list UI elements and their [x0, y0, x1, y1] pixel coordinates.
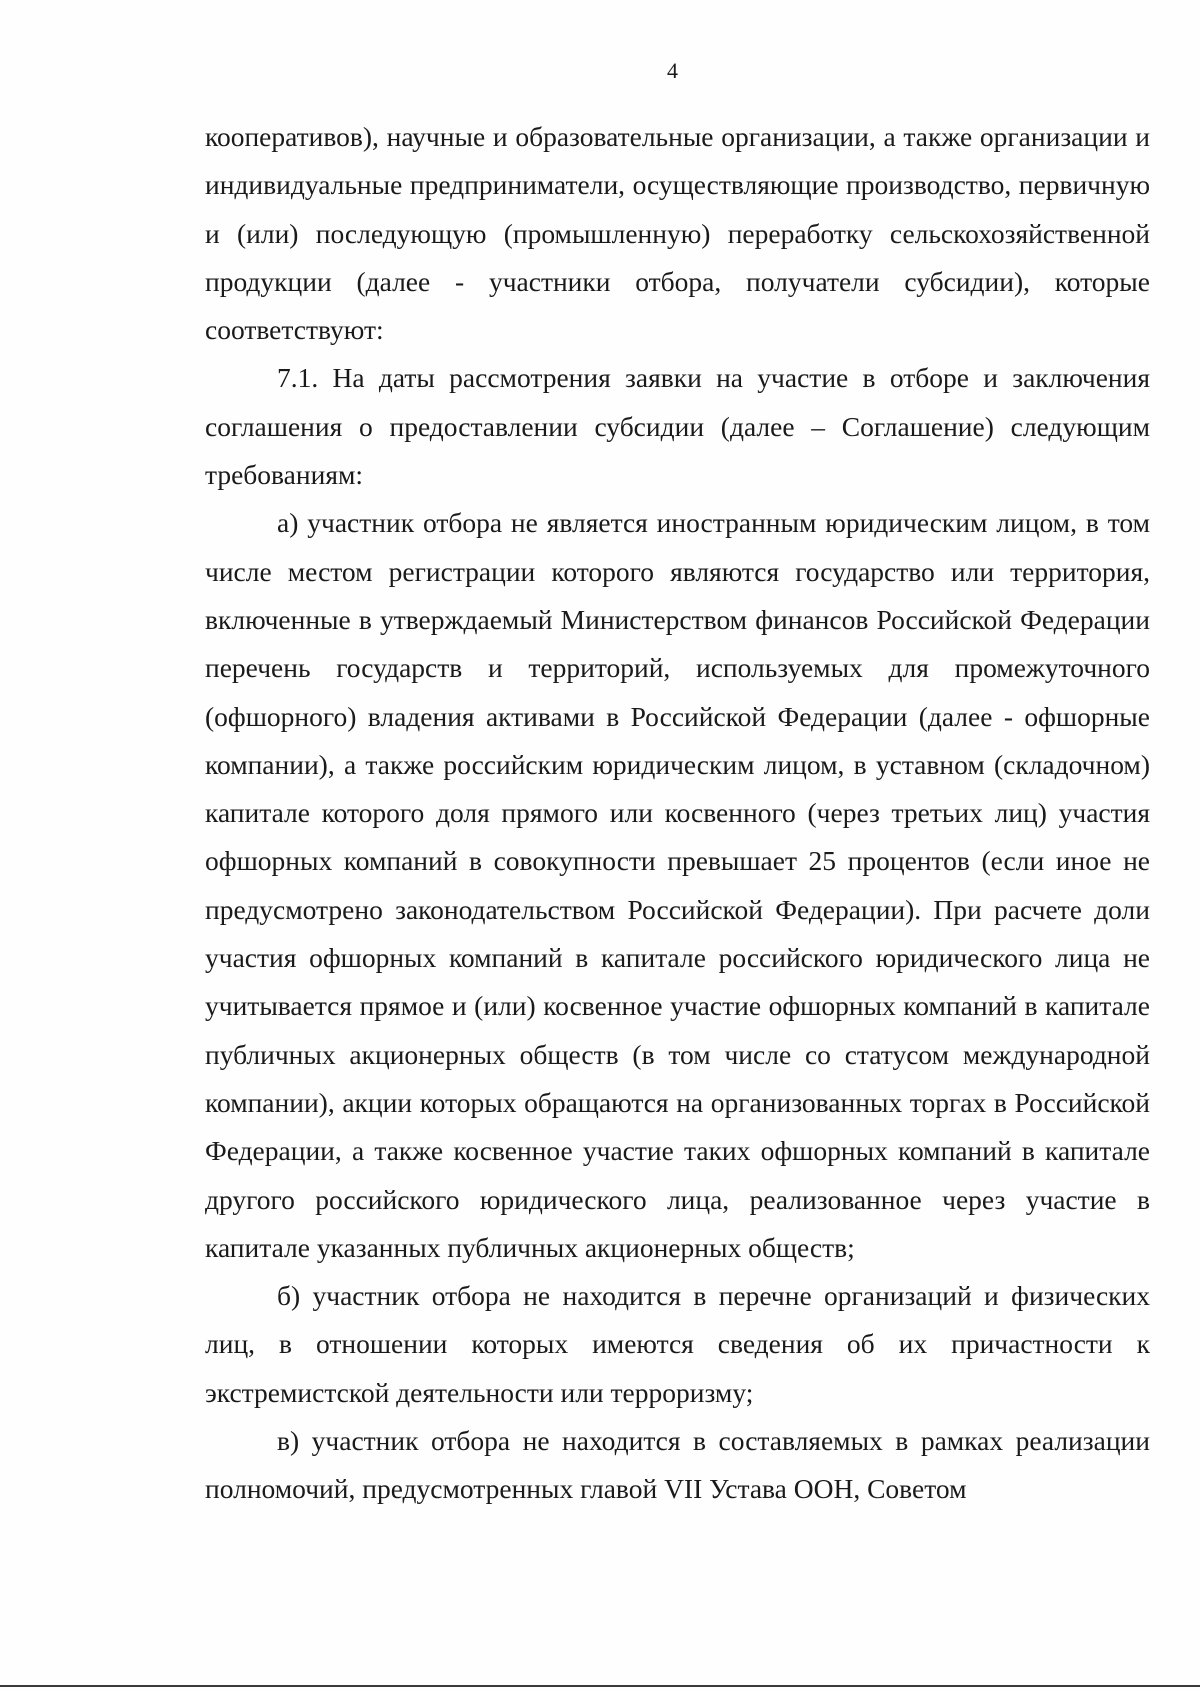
paragraph-item-v: в) участник отбора не находится в составляемых в рамках реализации полномочий, предусмотренных главой VII Устава ООН, Советом [205, 1425, 1150, 1505]
page-number: 4 [667, 58, 678, 83]
page-bottom-edge [0, 1685, 1200, 1687]
document-body [205, 113, 1150, 1514]
paragraph-7-1: 7.1. На даты рассмотрения заявки на участие в отборе и заключения соглашения о предоставлении субсидии (далее – Соглашение) следующим требованиям: [205, 362, 1150, 491]
paragraph-intro-continuation: кооперативов), научные и образовательные организации, а также организации и индивидуальные предприниматели, осуществляющие производство, первичную и (или) последующую (промышленную) переработку сельскохозяйственной продукции (далее - участники отбора, получатели субсидии), которые соответствуют: [205, 121, 1150, 346]
paragraph-item-a: а) участник отбора не является иностранным юридическим лицом, в том числе местом регистрации которого являются государство или территория, включенные в утверждаемый Министерством финансов Российской Федерации перечень государств и территорий, используемых для промежуточного (офшорного) владения активами в Российской Федерации (далее - офшорные компании), а также российским юридическим лицом, в уставном (складочном) капитале которого доля прямого или косвенного (через третьих лиц) участия офшорных компаний в совокупности превышает 25 процентов (если иное не предусмотрено законодательством Российской Федерации). При расчете доли участия офшорных компаний в капитале российского юридического лица не учитывается прямое и (или) косвенное участие офшорных компаний в капитале публичных акционерных обществ (в том числе со статусом международной компании), акции которых обращаются на организованных торгах в Российской Федерации, а также косвенное участие таких офшорных компаний в капитале другого российского юридического лица, реализованное через участие в капитале указанных публичных акционерных обществ; [205, 507, 1150, 1263]
paragraph-item-b: б) участник отбора не находится в перечне организаций и физических лиц, в отношении которых имеются сведения об их причастности к экстремистской деятельности или терроризму; [205, 1280, 1150, 1408]
